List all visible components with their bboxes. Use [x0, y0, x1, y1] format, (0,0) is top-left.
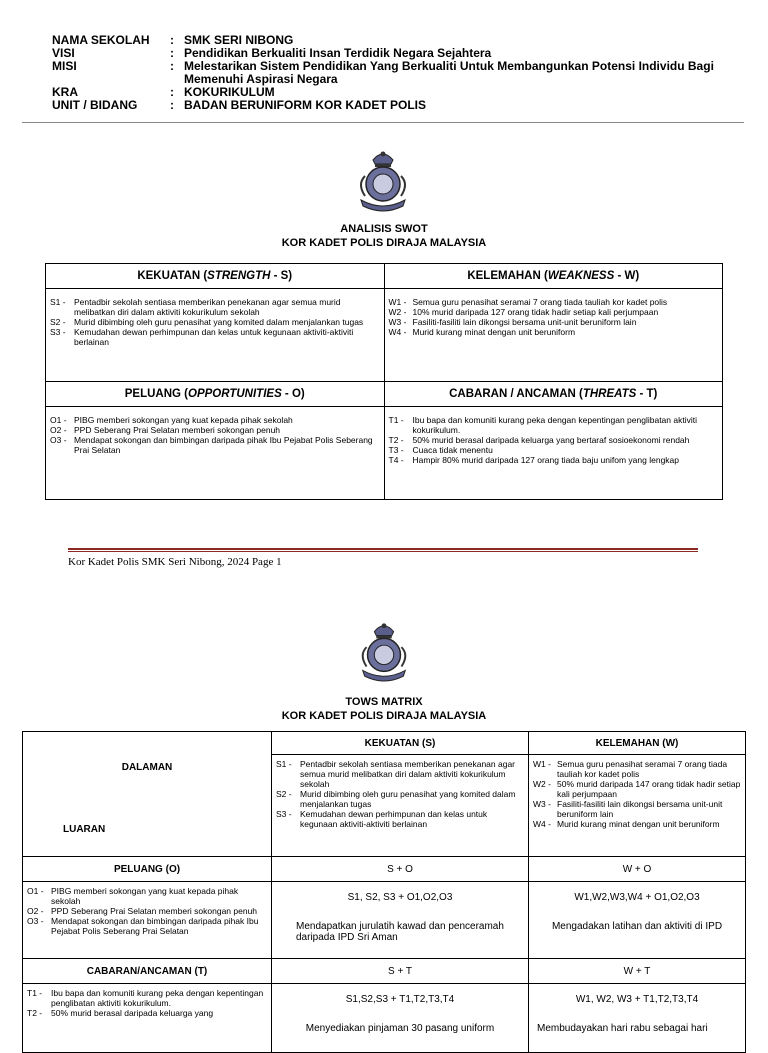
- st-codes: S1,S2,S3 + T1,T2,T3,T4: [345, 994, 455, 1005]
- list-item: [389, 317, 719, 327]
- item-text: PPD Seberang Prai Selatan memberi sokongan penuh: [51, 906, 258, 916]
- item-text: Semua guru penasihat seramai 7 orang tiada tauliah kor kadet polis: [412, 297, 668, 307]
- peluang-header: PELUANG (O): [23, 857, 272, 882]
- item-text: Murid dibimbing oleh guru penasihat yang komited dalam menjalankan tugas: [300, 789, 516, 809]
- list-item: [533, 799, 741, 819]
- list-item: [50, 327, 380, 347]
- item-text: 50% murid berasal daripada keluarga yang bertaraf sosioekonomi rendah: [412, 435, 690, 445]
- threat-header-post: - T): [636, 388, 658, 400]
- footer-rule-thin: [68, 551, 698, 552]
- item-text: 50% murid berasal daripada keluarga yang: [51, 1008, 214, 1018]
- tows-threat-list: [23, 984, 272, 1053]
- header-row-unit: [52, 99, 742, 112]
- header-value: Pendidikan Berkualiti Insan Terdidik Negara Sejahtera: [184, 46, 492, 60]
- item-text: Pentadbir sekolah sentiasa memberikan penekanan agar semua murid melibatkan diri dalam aktiviti kokurikulum sekolah: [300, 759, 515, 789]
- swot-table: [45, 263, 723, 500]
- wo-header: W + O: [529, 857, 746, 882]
- item-number: T1 -: [388, 415, 404, 425]
- list-item: [50, 435, 380, 455]
- list-item: [389, 307, 719, 317]
- header-key: NAMA SEKOLAH: [52, 33, 150, 47]
- header-colon: :: [170, 98, 174, 112]
- footer-rule: [68, 548, 698, 550]
- opportunity-header: [46, 382, 385, 407]
- police-crest-logo: [351, 146, 415, 214]
- wt-strategy-cell: [529, 984, 746, 1053]
- swot-title-line2: KOR KADET POLIS DIRAJA MALAYSIA: [281, 237, 487, 249]
- list-item: [533, 759, 741, 779]
- threat-header-pre: CABARAN / ANCAMAN (: [449, 388, 583, 400]
- header-value: KOKURIKULUM: [184, 85, 275, 99]
- item-number: W4 -: [388, 327, 407, 337]
- item-number: W3 -: [533, 799, 551, 809]
- list-item: [389, 445, 719, 455]
- item-number: O1 -: [50, 415, 67, 425]
- strength-header: [46, 264, 385, 289]
- weakness-header-pre: KELEMAHAN (: [467, 270, 548, 282]
- strength-header-em: STRENGTH: [207, 270, 271, 282]
- item-text: Fasiliti-fasiliti lain dikongsi bersama unit-unit beruniform lain: [557, 799, 723, 819]
- item-text: Fasiliti-fasiliti lain dikongsi bersama unit-unit beruniform lain: [412, 317, 637, 327]
- list-item: [27, 1008, 267, 1018]
- item-text: Cuaca tidak menentu: [412, 445, 493, 455]
- item-number: S3 -: [276, 809, 292, 819]
- list-item: [276, 789, 524, 809]
- tows-matrix-table: [22, 731, 746, 1053]
- threat-header: [384, 382, 723, 407]
- swot-title-line1: ANALISIS SWOT: [340, 223, 428, 235]
- item-number: S2 -: [276, 789, 292, 799]
- list-item: [50, 297, 380, 317]
- page-footer: Kor Kadet Polis SMK Seri Nibong, 2024 Page 1: [68, 556, 282, 568]
- st-action: Menyediakan pinjaman 30 pasang uniform: [305, 1023, 495, 1034]
- list-item: [389, 415, 719, 435]
- header-colon: :: [170, 33, 174, 47]
- strength-header-post: - S): [270, 270, 293, 282]
- strength-list: [46, 289, 385, 382]
- st-strategy-cell: [272, 984, 529, 1053]
- cabaran-header: CABARAN/ANCAMAN (T): [23, 959, 272, 984]
- item-text: PIBG memberi sokongan yang kuat kepada pihak sekolah: [74, 415, 293, 425]
- item-text: PPD Seberang Prai Selatan memberi sokongan penuh: [74, 425, 281, 435]
- tows-strength-list: [272, 755, 529, 857]
- item-number: O3 -: [27, 916, 44, 926]
- item-text: Mendapat sokongan dan bimbingan daripada pihak Ibu Pejabat Polis Seberang Prai Selatan: [51, 916, 259, 936]
- header-value: Melestarikan Sistem Pendidikan Yang Berkualiti Untuk Membangunkan Potensi Individu Bagi Memenuhi Aspirasi Negara: [184, 59, 714, 86]
- so-action: Mendapatkan jurulatih kawad dan penceramah daripada IPD Sri Aman: [296, 921, 504, 943]
- item-text: 10% murid daripada 127 orang tidak hadir setiap kali perjumpaan: [412, 307, 659, 317]
- wo-strategy-cell: [529, 882, 746, 959]
- st-header: S + T: [272, 959, 529, 984]
- item-number: O3 -: [50, 435, 67, 445]
- header-row-misi: [52, 60, 742, 86]
- item-number: S3 -: [50, 327, 66, 337]
- luaran-label: LUARAN: [63, 824, 106, 835]
- list-item: [27, 886, 267, 906]
- list-item: [389, 435, 719, 445]
- item-text: Pentadbir sekolah sentiasa memberikan penekanan agar semua murid melibatkan diri dalam aktiviti kokurikulum sekolah: [74, 297, 341, 317]
- header-value: BADAN BERUNIFORM KOR KADET POLIS: [184, 98, 426, 112]
- header-key: VISI: [52, 46, 75, 60]
- wo-action: Mengadakan latihan dan aktiviti di IPD: [551, 921, 723, 932]
- list-item: [533, 819, 741, 829]
- item-text: Semua guru penasihat seramai 7 orang tiada tauliah kor kadet polis: [557, 759, 728, 779]
- item-number: O2 -: [50, 425, 67, 435]
- item-number: W2 -: [388, 307, 407, 317]
- weakness-header-em: WEAKNESS: [547, 270, 615, 282]
- tows-corner-cell: [23, 732, 272, 857]
- school-info-header: [52, 34, 742, 112]
- tows-title-line2: KOR KADET POLIS DIRAJA MALAYSIA: [281, 710, 487, 722]
- item-number: T1 -: [27, 988, 43, 998]
- item-number: W1 -: [388, 297, 407, 307]
- list-item: [389, 297, 719, 307]
- threat-list: [384, 407, 723, 500]
- item-number: S1 -: [276, 759, 292, 769]
- list-item: [27, 906, 267, 916]
- header-divider: [22, 122, 744, 123]
- wo-codes: W1,W2,W3,W4 + O1,O2,O3: [574, 892, 700, 903]
- wt-action: Membudayakan hari rabu sebagai hari: [537, 1023, 708, 1034]
- tows-opportunity-list: [23, 882, 272, 959]
- header-key: MISI: [52, 59, 77, 73]
- opportunity-header-pre: PELUANG (: [124, 388, 189, 400]
- list-item: [50, 415, 380, 425]
- item-number: S1 -: [50, 297, 66, 307]
- header-colon: :: [170, 46, 174, 60]
- wt-codes: W1, W2, W3 + T1,T2,T3,T4: [575, 994, 699, 1005]
- item-number: T2 -: [27, 1008, 43, 1018]
- item-text: Kemudahan dewan perhimpunan dan kelas untuk kegunaan aktiviti-aktiviti berlainan: [74, 327, 354, 347]
- kekuatan-header: KEKUATAN (S): [272, 732, 529, 755]
- item-text: Kemudahan dewan perhimpunan dan kelas untuk kegunaan aktiviti-aktiviti berlainan: [300, 809, 488, 829]
- header-colon: :: [170, 85, 174, 99]
- threat-header-em: THREATS: [582, 388, 637, 400]
- item-number: W2 -: [533, 779, 551, 789]
- item-text: Murid dibimbing oleh guru penasihat yang komited dalam menjalankan tugas: [74, 317, 364, 327]
- item-number: O1 -: [27, 886, 44, 896]
- item-text: Ibu bapa dan komuniti kurang peka dengan kepentingan penglibatan aktiviti kokurikulum.: [51, 988, 264, 1008]
- list-item: [389, 327, 719, 337]
- list-item: [276, 809, 524, 829]
- list-item: [533, 779, 741, 799]
- item-text: Murid kurang minat dengan unit beruniform: [557, 819, 720, 829]
- swot-title: [0, 222, 768, 250]
- item-text: Ibu bapa dan komuniti kurang peka dengan kepentingan penglibatan aktiviti kokurikulum.: [412, 415, 697, 435]
- item-number: W1 -: [533, 759, 551, 769]
- item-number: O2 -: [27, 906, 44, 916]
- header-key: KRA: [52, 85, 78, 99]
- item-number: W4 -: [533, 819, 551, 829]
- item-text: 50% murid daripada 147 orang tidak hadir setiap kali perjumpaan: [557, 779, 741, 799]
- item-number: T3 -: [388, 445, 404, 455]
- item-text: Hampir 80% murid daripada 127 orang tiada baju unifom yang lengkap: [412, 455, 680, 465]
- weakness-header-post: - W): [614, 270, 640, 282]
- so-codes: S1, S2, S3 + O1,O2,O3: [347, 892, 453, 903]
- wt-header: W + T: [529, 959, 746, 984]
- item-number: T2 -: [388, 435, 404, 445]
- weakness-header: [384, 264, 723, 289]
- list-item: [389, 455, 719, 465]
- item-text: Mendapat sokongan dan bimbingan daripada pihak Ibu Pejabat Polis Seberang Prai Selatan: [74, 435, 373, 455]
- list-item: [50, 317, 380, 327]
- item-number: W3 -: [388, 317, 407, 327]
- dalaman-label: DALAMAN: [121, 762, 173, 773]
- item-number: S2 -: [50, 317, 66, 327]
- list-item: [50, 425, 380, 435]
- header-value: SMK SERI NIBONG: [184, 33, 294, 47]
- opportunity-header-em: OPPORTUNITIES: [188, 388, 282, 400]
- tows-weakness-list: [529, 755, 746, 857]
- list-item: [276, 759, 524, 789]
- item-text: Murid kurang minat dengan unit beruniform: [412, 327, 576, 337]
- weakness-list: [384, 289, 723, 382]
- opportunity-header-post: - O): [281, 388, 305, 400]
- kelemahan-header: KELEMAHAN (W): [529, 732, 746, 755]
- header-colon: :: [170, 59, 174, 73]
- tows-title-line1: TOWS MATRIX: [345, 696, 423, 708]
- opportunity-list: [46, 407, 385, 500]
- item-text: PIBG memberi sokongan yang kuat kepada pihak sekolah: [51, 886, 239, 906]
- list-item: [27, 988, 267, 1008]
- police-crest-logo: [353, 618, 415, 684]
- list-item: [27, 916, 267, 936]
- tows-title: [0, 695, 768, 723]
- so-header: S + O: [272, 857, 529, 882]
- strength-header-pre: KEKUATAN (: [137, 270, 208, 282]
- header-key: UNIT / BIDANG: [52, 98, 138, 112]
- item-number: T4 -: [388, 455, 404, 465]
- so-strategy-cell: [272, 882, 529, 959]
